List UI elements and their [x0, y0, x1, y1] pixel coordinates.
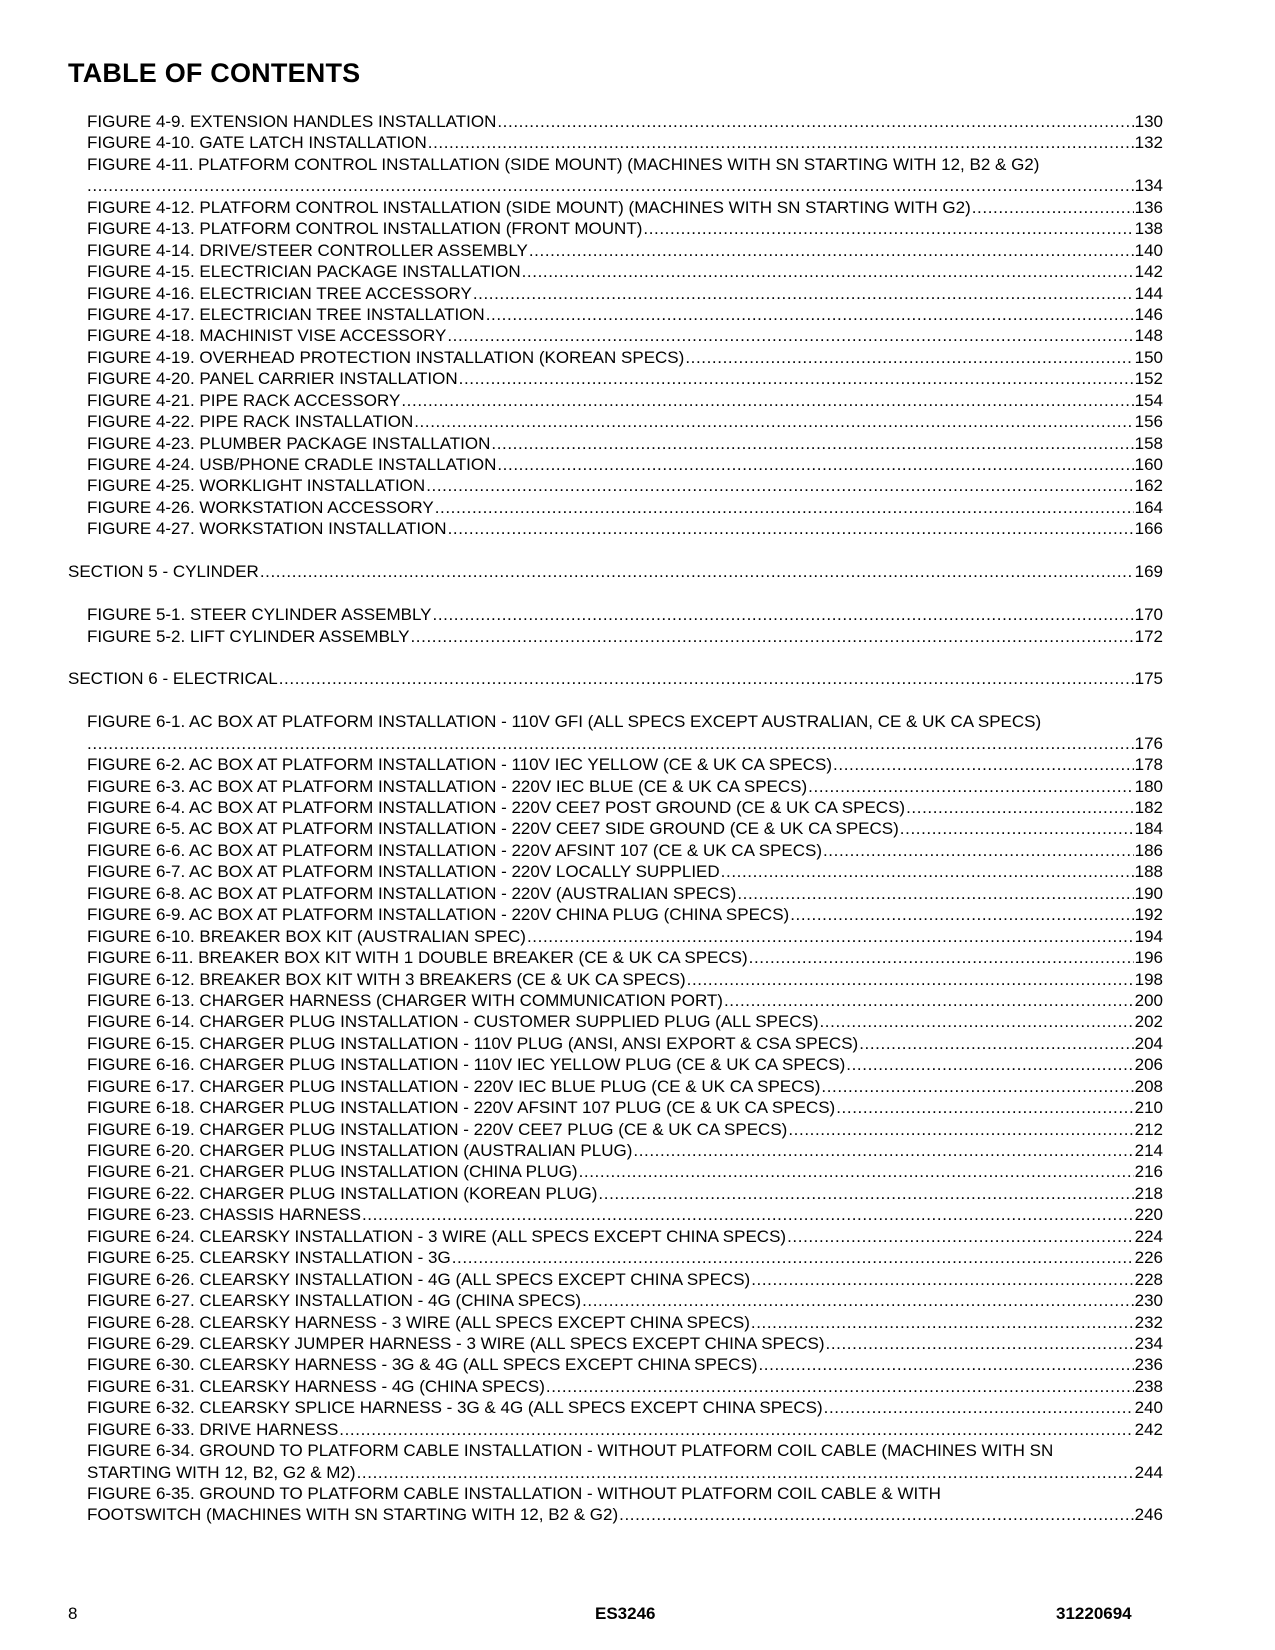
- toc-entry-page: 160: [1134, 455, 1163, 474]
- toc-entry-label: FIGURE 4-10. GATE LATCH INSTALLATION: [87, 133, 427, 153]
- toc-entry[interactable]: [68, 411, 1163, 432]
- toc-entry-label: FIGURE 6-13. CHARGER HARNESS (CHARGER WITH COMMUNICATION PORT): [87, 990, 723, 1010]
- leader-dots: [788, 1119, 1133, 1140]
- toc-entry[interactable]: [68, 797, 1163, 818]
- toc-entry-label: FIGURE 6-25. CLEARSKY INSTALLATION - 3G: [87, 1248, 451, 1268]
- toc-entry-page: 220: [1134, 1205, 1163, 1225]
- toc-entry-page: 200: [1134, 990, 1163, 1010]
- toc-entry[interactable]: [68, 1440, 1163, 1461]
- toc-entry-page: 206: [1134, 1055, 1163, 1075]
- toc-entry-label: FIGURE 4-13. PLATFORM CONTROL INSTALLATION (FRONT MOUNT): [87, 219, 643, 239]
- toc-entry-label: FIGURE 6-21. CHARGER PLUG INSTALLATION (CHINA PLUG): [87, 1162, 578, 1182]
- leader-dots: [821, 1076, 1133, 1097]
- leader-dots: [900, 818, 1134, 839]
- toc-entry[interactable]: [68, 283, 1163, 304]
- leader-dots: [522, 261, 1134, 282]
- toc-entry-label: FIGURE 6-22. CHARGER PLUG INSTALLATION (KOREAN PLUG): [87, 1183, 598, 1203]
- leader-dots: [582, 1290, 1134, 1311]
- leader-dots: [87, 733, 1134, 754]
- leader-dots: [497, 111, 1133, 132]
- toc-entry-label: FIGURE 6-31. CLEARSKY HARNESS - 4G (CHINA SPECS): [87, 1376, 545, 1396]
- toc-entry-page: 198: [1134, 969, 1163, 989]
- toc-entry-page: 242: [1134, 1419, 1163, 1439]
- leader-dots: [823, 840, 1134, 861]
- leader-dots: [972, 197, 1134, 218]
- toc-entry-page: 230: [1134, 1291, 1163, 1311]
- leader-dots: [737, 883, 1133, 904]
- leader-dots: [491, 433, 1133, 454]
- toc-entry[interactable]: [68, 861, 1163, 882]
- toc-entry-page: 196: [1134, 948, 1163, 968]
- toc-entry[interactable]: [68, 1419, 1163, 1440]
- leader-dots: [906, 797, 1134, 818]
- toc-entry-label: FIGURE 6-11. BREAKER BOX KIT WITH 1 DOUBLE BREAKER (CE & UK CA SPECS): [87, 948, 748, 968]
- toc-entry-page: 216: [1134, 1162, 1163, 1182]
- toc-entry[interactable]: [68, 154, 1163, 175]
- toc-entry[interactable]: [68, 947, 1163, 968]
- toc-entry-page: 164: [1134, 497, 1163, 517]
- toc-entry[interactable]: [68, 904, 1163, 925]
- toc-entry[interactable]: [68, 1161, 1163, 1182]
- leader-dots: [87, 175, 1134, 196]
- toc-entry-label: FIGURE 4-15. ELECTRICIAN PACKAGE INSTALLATION: [87, 262, 521, 282]
- leader-dots: [473, 283, 1134, 304]
- leader-dots: [428, 132, 1134, 153]
- leader-dots: [721, 861, 1134, 882]
- toc-entry-label: FIGURE 6-23. CHASSIS HARNESS: [87, 1205, 361, 1225]
- toc-entry-page: 192: [1134, 905, 1163, 925]
- toc-entry-page: 134: [1134, 176, 1163, 196]
- toc-entry-label: FIGURE 4-17. ELECTRICIAN TREE INSTALLATION: [87, 304, 485, 324]
- toc-entry-page: 142: [1134, 262, 1163, 282]
- leader-dots: [758, 1354, 1133, 1375]
- toc-entry-page: 188: [1134, 862, 1163, 882]
- toc-entry[interactable]: [68, 1290, 1163, 1311]
- toc-entry[interactable]: [68, 1054, 1163, 1075]
- toc-entry-label: FIGURE 6-12. BREAKER BOX KIT WITH 3 BREAKERS (CE & UK CA SPECS): [87, 969, 686, 989]
- toc-entry-label: FIGURE 6-3. AC BOX AT PLATFORM INSTALLATION - 220V IEC BLUE (CE & UK CA SPECS): [87, 776, 808, 796]
- toc-entry[interactable]: [68, 475, 1163, 496]
- toc-entry[interactable]: [68, 1076, 1163, 1097]
- leader-dots: [448, 518, 1134, 539]
- toc-entry[interactable]: [68, 197, 1163, 218]
- toc-entry-page: 176: [1134, 733, 1163, 753]
- leader-dots: [486, 304, 1134, 325]
- toc-entry-page: 162: [1134, 476, 1163, 496]
- toc-entry[interactable]: [68, 1204, 1163, 1225]
- toc-entry-label: FIGURE 6-33. DRIVE HARNESS: [87, 1419, 339, 1439]
- toc-entry-page: 244: [1134, 1462, 1163, 1482]
- toc-entry-page: 246: [1134, 1505, 1163, 1525]
- toc-entry-label: FIGURE 6-9. AC BOX AT PLATFORM INSTALLATION - 220V CHINA PLUG (CHINA SPECS): [87, 905, 790, 925]
- toc-entry-label-continued: STARTING WITH 12, B2, G2 & M2): [87, 1462, 356, 1482]
- toc-entry-label: FIGURE 5-1. STEER CYLINDER ASSEMBLY: [87, 605, 432, 625]
- toc-entry-page: 238: [1134, 1376, 1163, 1396]
- leader-dots: [787, 1226, 1134, 1247]
- leader-dots: [790, 904, 1133, 925]
- toc-entry[interactable]: [68, 325, 1163, 346]
- toc-entry-label: FIGURE 6-8. AC BOX AT PLATFORM INSTALLATION - 220V (AUSTRALIAN SPECS): [87, 883, 737, 903]
- leader-dots: [433, 604, 1134, 625]
- leader-dots: [357, 1462, 1134, 1483]
- leader-dots: [579, 1161, 1134, 1182]
- toc-entry-label: FIGURE 6-20. CHARGER PLUG INSTALLATION (AUSTRALIAN PLUG): [87, 1141, 633, 1160]
- leader-dots: [529, 240, 1134, 261]
- toc-entry[interactable]: [68, 1140, 1163, 1161]
- toc-entry-page: 180: [1134, 776, 1163, 796]
- toc-entry-page: 175: [1134, 669, 1163, 689]
- leader-dots: [751, 1312, 1134, 1333]
- toc-entry[interactable]: [68, 518, 1163, 539]
- toc-entry[interactable]: [68, 1183, 1163, 1204]
- toc-entry[interactable]: [68, 347, 1163, 368]
- toc-entry-page: 166: [1134, 519, 1163, 539]
- toc-entry-label: FIGURE 6-26. CLEARSKY INSTALLATION - 4G (ALL SPECS EXCEPT CHINA SPECS): [87, 1269, 751, 1289]
- toc-entry-label: FIGURE 4-9. EXTENSION HANDLES INSTALLATION: [87, 112, 497, 131]
- toc-entry-label: FIGURE 6-34. GROUND TO PLATFORM CABLE INSTALLATION - WITHOUT PLATFORM COIL CABLE (MACHINES WITH SN: [87, 1441, 1054, 1461]
- toc-entry-label: FIGURE 6-15. CHARGER PLUG INSTALLATION - 110V PLUG (ANSI, ANSI EXPORT & CSA SPECS): [87, 1033, 859, 1053]
- toc-entry-page: 178: [1134, 755, 1163, 775]
- toc-entry-label: FIGURE 6-1. AC BOX AT PLATFORM INSTALLATION - 110V GFI (ALL SPECS EXCEPT AUSTRALIAN, CE & UK CA SPECS): [87, 712, 1042, 732]
- leader-dots: [643, 218, 1133, 239]
- toc-entry[interactable]: [68, 990, 1163, 1011]
- leader-dots: [826, 1333, 1134, 1354]
- toc-entry-page: 224: [1134, 1226, 1163, 1246]
- toc-section-label: SECTION 5 - CYLINDER: [68, 562, 259, 582]
- toc-entry-continuation[interactable]: [68, 175, 1163, 196]
- toc-entry-label: FIGURE 4-24. USB/PHONE CRADLE INSTALLATION: [87, 455, 497, 474]
- toc-section-label: SECTION 6 - ELECTRICAL: [68, 669, 278, 689]
- toc-entry-page: 186: [1134, 840, 1163, 860]
- toc-entry-label: FIGURE 6-16. CHARGER PLUG INSTALLATION - 110V IEC YELLOW PLUG (CE & UK CA SPECS): [87, 1055, 846, 1075]
- toc-entry-label: FIGURE 6-4. AC BOX AT PLATFORM INSTALLATION - 220V CEE7 POST GROUND (CE & UK CA SPECS): [87, 798, 906, 817]
- toc-entry-page: 169: [1134, 562, 1163, 582]
- leader-dots: [859, 1033, 1133, 1054]
- toc-entry[interactable]: [68, 969, 1163, 990]
- toc-entry[interactable]: [68, 604, 1163, 625]
- leader-dots: [452, 1247, 1134, 1268]
- toc-section-entry[interactable]: [68, 561, 1163, 582]
- toc-entry-page: 202: [1134, 1012, 1163, 1032]
- toc-entry[interactable]: [68, 926, 1163, 947]
- toc-entry-page: 194: [1134, 926, 1163, 946]
- toc-entry-page: 190: [1134, 883, 1163, 903]
- toc-entry-page: 154: [1134, 390, 1163, 410]
- leader-dots: [749, 947, 1134, 968]
- toc-entry-page: 152: [1134, 369, 1163, 389]
- toc-entry[interactable]: [68, 1312, 1163, 1333]
- toc-entry[interactable]: [68, 883, 1163, 904]
- toc-entry[interactable]: [68, 132, 1163, 153]
- toc-entry-label: FIGURE 4-11. PLATFORM CONTROL INSTALLATION (SIDE MOUNT) (MACHINES WITH SN STARTING WITH 12, B2 & G2): [87, 154, 1040, 174]
- leader-dots: [685, 347, 1133, 368]
- leader-dots: [846, 1054, 1133, 1075]
- toc-entry[interactable]: [68, 1033, 1163, 1054]
- toc-entry-label: FIGURE 6-28. CLEARSKY HARNESS - 3 WIRE (ALL SPECS EXCEPT CHINA SPECS): [87, 1312, 750, 1332]
- toc-entry[interactable]: [68, 261, 1163, 282]
- toc-entry[interactable]: [68, 626, 1163, 647]
- leader-dots: [751, 1269, 1133, 1290]
- leader-dots: [546, 1376, 1134, 1397]
- leader-dots: [414, 411, 1133, 432]
- toc-entry-label: FIGURE 6-32. CLEARSKY SPLICE HARNESS - 3G & 4G (ALL SPECS EXCEPT CHINA SPECS): [87, 1398, 823, 1418]
- toc-entry-label: FIGURE 4-26. WORKSTATION ACCESSORY: [87, 497, 434, 517]
- toc-entry-page: 234: [1134, 1333, 1163, 1353]
- toc-entry-label: FIGURE 4-23. PLUMBER PACKAGE INSTALLATION: [87, 433, 491, 453]
- toc-entry-page: 236: [1134, 1355, 1163, 1375]
- toc-entry-page: 130: [1134, 112, 1163, 131]
- leader-dots: [459, 368, 1134, 389]
- toc-section-entry[interactable]: [68, 668, 1163, 689]
- toc-entry[interactable]: [68, 368, 1163, 389]
- leader-dots: [410, 626, 1133, 647]
- toc-entry-label: FIGURE 4-20. PANEL CARRIER INSTALLATION: [87, 369, 458, 389]
- toc-entry-page: 132: [1134, 133, 1163, 153]
- leader-dots: [260, 561, 1134, 582]
- leader-dots: [527, 926, 1134, 947]
- leader-dots: [619, 1504, 1134, 1525]
- toc-entry-page: 136: [1134, 197, 1163, 217]
- leader-dots: [808, 776, 1133, 797]
- toc-entry[interactable]: [68, 1011, 1163, 1032]
- toc-entry-continuation[interactable]: [68, 1462, 1163, 1483]
- toc-entry[interactable]: [68, 1097, 1163, 1118]
- toc-entry[interactable]: [68, 840, 1163, 861]
- toc-entry[interactable]: [68, 818, 1163, 839]
- toc-entry-label: FIGURE 6-29. CLEARSKY JUMPER HARNESS - 3 WIRE (ALL SPECS EXCEPT CHINA SPECS): [87, 1333, 825, 1353]
- leader-dots: [687, 969, 1134, 990]
- leader-dots: [598, 1183, 1133, 1204]
- toc-entry-page: 226: [1134, 1248, 1163, 1268]
- toc-entry-label: FIGURE 6-6. AC BOX AT PLATFORM INSTALLATION - 220V AFSINT 107 (CE & UK CA SPECS): [87, 840, 822, 860]
- toc-entry-label: FIGURE 6-35. GROUND TO PLATFORM CABLE INSTALLATION - WITHOUT PLATFORM COIL CABLE & WITH: [87, 1484, 941, 1503]
- toc-entry-page: 138: [1134, 219, 1163, 239]
- toc-entry-page: 232: [1134, 1312, 1163, 1332]
- toc-entry-page: 214: [1134, 1141, 1163, 1160]
- toc-entry[interactable]: [68, 1483, 1163, 1504]
- toc-entry-page: 144: [1134, 283, 1163, 303]
- toc-entry-label: FIGURE 4-21. PIPE RACK ACCESSORY: [87, 390, 401, 410]
- leader-dots: [833, 754, 1134, 775]
- toc-entry[interactable]: [68, 497, 1163, 518]
- toc-entry[interactable]: [68, 1119, 1163, 1140]
- toc-entry-label: FIGURE 6-10. BREAKER BOX KIT (AUSTRALIAN SPEC): [87, 926, 526, 946]
- toc-entry[interactable]: [68, 218, 1163, 239]
- toc-entry-page: 208: [1134, 1076, 1163, 1096]
- toc-entry-label: FIGURE 4-14. DRIVE/STEER CONTROLLER ASSEMBLY: [87, 240, 528, 260]
- toc-entry[interactable]: [68, 776, 1163, 797]
- toc-entry-page: 170: [1134, 605, 1163, 625]
- toc-entry-page: 184: [1134, 819, 1163, 839]
- footer-part-number: 31220694: [1056, 1604, 1132, 1623]
- toc-entry[interactable]: [68, 1397, 1163, 1418]
- toc-entry-page: 218: [1134, 1183, 1163, 1203]
- toc-entry-label-continued: FOOTSWITCH (MACHINES WITH SN STARTING WITH 12, B2 & G2): [87, 1505, 619, 1525]
- toc-entry-page: 212: [1134, 1119, 1163, 1139]
- toc-entry[interactable]: [68, 1354, 1163, 1375]
- toc-entry[interactable]: [68, 1333, 1163, 1354]
- leader-dots: [836, 1097, 1133, 1118]
- toc-entry[interactable]: [68, 1247, 1163, 1268]
- toc-entry[interactable]: [68, 1376, 1163, 1397]
- toc-entry-page: 228: [1134, 1269, 1163, 1289]
- toc-entry-label: FIGURE 6-2. AC BOX AT PLATFORM INSTALLATION - 110V IEC YELLOW (CE & UK CA SPECS): [87, 755, 833, 775]
- toc-entry-label: FIGURE 6-14. CHARGER PLUG INSTALLATION - CUSTOMER SUPPLIED PLUG (ALL SPECS): [87, 1012, 819, 1032]
- toc-entry[interactable]: [68, 454, 1163, 475]
- toc-entry-label: FIGURE 6-24. CLEARSKY INSTALLATION - 3 WIRE (ALL SPECS EXCEPT CHINA SPECS): [87, 1226, 787, 1246]
- toc-entry-continuation[interactable]: [68, 733, 1163, 754]
- toc-list: [68, 111, 1163, 1526]
- toc-entry-page: 204: [1134, 1033, 1163, 1053]
- toc-entry-label: FIGURE 6-27. CLEARSKY INSTALLATION - 4G (CHINA SPECS): [87, 1291, 582, 1311]
- toc-entry-page: 182: [1134, 798, 1163, 817]
- toc-entry[interactable]: [68, 240, 1163, 261]
- leader-dots: [447, 325, 1133, 346]
- toc-entry[interactable]: [68, 1226, 1163, 1247]
- toc-entry-page: 172: [1134, 626, 1163, 646]
- toc-entry-label: FIGURE 6-5. AC BOX AT PLATFORM INSTALLATION - 220V CEE7 SIDE GROUND (CE & UK CA SPECS): [87, 819, 899, 839]
- toc-entry-label: FIGURE 4-18. MACHINIST VISE ACCESSORY: [87, 326, 447, 346]
- leader-dots: [339, 1419, 1133, 1440]
- toc-entry-label: FIGURE 4-25. WORKLIGHT INSTALLATION: [87, 476, 426, 496]
- toc-entry-label: FIGURE 4-27. WORKSTATION INSTALLATION: [87, 519, 447, 539]
- toc-entry-page: 210: [1134, 1098, 1163, 1118]
- toc-entry-page: 150: [1134, 347, 1163, 367]
- toc-entry-page: 158: [1134, 433, 1163, 453]
- leader-dots: [497, 454, 1133, 475]
- toc-entry-label: FIGURE 4-16. ELECTRICIAN TREE ACCESSORY: [87, 283, 472, 303]
- leader-dots: [824, 1397, 1134, 1418]
- toc-entry-page: 240: [1134, 1398, 1163, 1418]
- leader-dots: [633, 1140, 1133, 1161]
- toc-entry-continuation[interactable]: [68, 1504, 1163, 1525]
- page-title: TABLE OF CONTENTS: [68, 58, 361, 88]
- toc-entry-page: 148: [1134, 326, 1163, 346]
- toc-entry[interactable]: [68, 754, 1163, 775]
- toc-entry-label: FIGURE 4-12. PLATFORM CONTROL INSTALLATION (SIDE MOUNT) (MACHINES WITH SN STARTING WITH G2): [87, 197, 971, 217]
- toc-entry-label: FIGURE 6-17. CHARGER PLUG INSTALLATION - 220V IEC BLUE PLUG (CE & UK CA SPECS): [87, 1076, 821, 1096]
- toc-entry-label: FIGURE 6-30. CLEARSKY HARNESS - 3G & 4G (ALL SPECS EXCEPT CHINA SPECS): [87, 1355, 758, 1375]
- leader-dots: [724, 990, 1134, 1011]
- toc-entry-label: FIGURE 5-2. LIFT CYLINDER ASSEMBLY: [87, 626, 410, 646]
- toc-entry-label: FIGURE 6-7. AC BOX AT PLATFORM INSTALLATION - 220V LOCALLY SUPPLIED: [87, 862, 720, 882]
- toc-entry[interactable]: [68, 433, 1163, 454]
- toc-entry-label: FIGURE 6-18. CHARGER PLUG INSTALLATION - 220V AFSINT 107 PLUG (CE & UK CA SPECS): [87, 1098, 836, 1118]
- toc-entry[interactable]: [68, 1269, 1163, 1290]
- leader-dots: [401, 390, 1133, 411]
- leader-dots: [426, 475, 1133, 496]
- leader-dots: [362, 1204, 1134, 1225]
- toc-entry[interactable]: [68, 711, 1163, 732]
- leader-dots: [279, 668, 1134, 689]
- toc-entry[interactable]: [68, 111, 1163, 132]
- leader-dots: [819, 1011, 1133, 1032]
- toc-entry-page: 146: [1134, 304, 1163, 324]
- footer-doc-code: ES3246: [595, 1604, 656, 1623]
- toc-entry-label: FIGURE 4-19. OVERHEAD PROTECTION INSTALLATION (KOREAN SPECS): [87, 347, 685, 367]
- footer-page-number: 8: [68, 1604, 78, 1623]
- toc-entry-page: 156: [1134, 412, 1163, 432]
- leader-dots: [435, 497, 1134, 518]
- toc-entry-page: 140: [1134, 240, 1163, 260]
- toc-entry[interactable]: [68, 390, 1163, 411]
- toc-entry-label: FIGURE 4-22. PIPE RACK INSTALLATION: [87, 412, 414, 432]
- toc-entry-label: FIGURE 6-19. CHARGER PLUG INSTALLATION - 220V CEE7 PLUG (CE & UK CA SPECS): [87, 1119, 788, 1139]
- toc-entry[interactable]: [68, 304, 1163, 325]
